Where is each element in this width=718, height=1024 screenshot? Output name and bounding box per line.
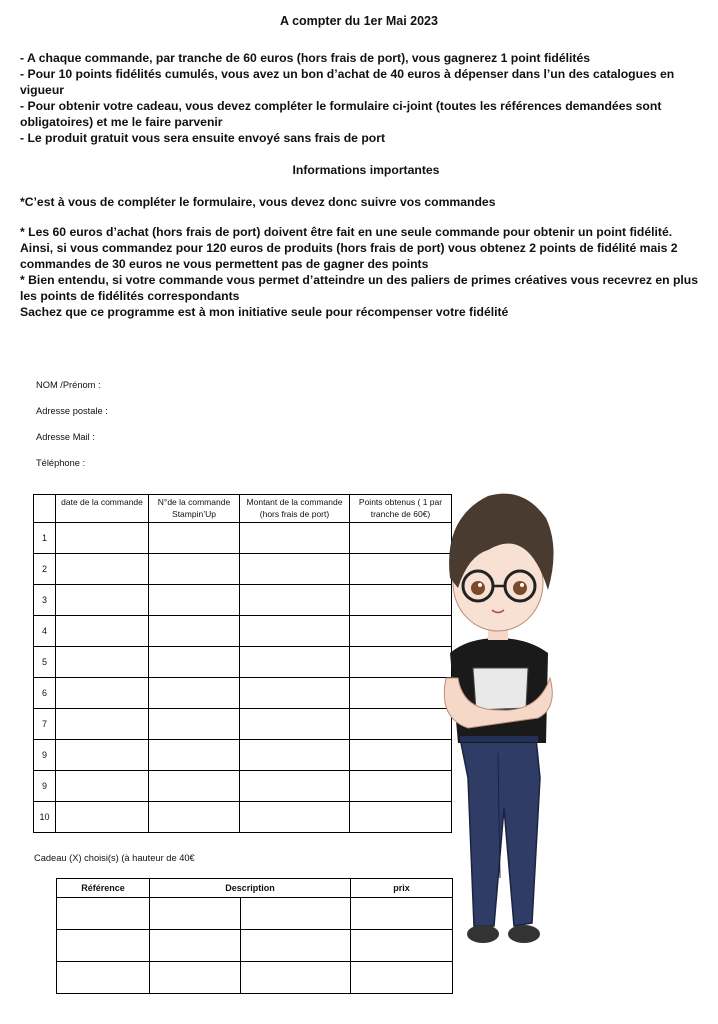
table-row — [34, 678, 452, 709]
row-number: 9 — [34, 740, 56, 771]
cell[interactable] — [149, 523, 240, 554]
cell[interactable] — [56, 585, 149, 616]
character-illustration — [428, 478, 568, 958]
intro-list — [20, 50, 700, 146]
gifts-table — [56, 878, 453, 994]
intro-item: - Pour 10 points fidélités cumulés, vous avez un bon d’achat de 40 euros à dépenser dans l’un des catalogues en vigueur — [20, 67, 675, 97]
cell[interactable] — [240, 647, 350, 678]
name-field-label: NOM /Prénom : — [36, 380, 101, 390]
address-field-label: Adresse postale : — [36, 406, 108, 416]
intro-item: - Le produit gratuit vous sera ensuite envoyé sans frais de port — [20, 131, 386, 145]
orders-table — [33, 494, 452, 833]
cell[interactable] — [57, 962, 150, 994]
phone-field-label: Téléphone : — [36, 458, 86, 468]
header-cell: N°de la commande Stampin’Up — [149, 495, 240, 523]
email-field-label: Adresse Mail : — [36, 432, 95, 442]
cell[interactable] — [351, 962, 453, 994]
cell[interactable] — [150, 930, 241, 962]
table-header-row — [34, 495, 452, 523]
cell[interactable] — [149, 585, 240, 616]
cell[interactable] — [56, 678, 149, 709]
cell[interactable] — [240, 740, 350, 771]
cell[interactable] — [149, 554, 240, 585]
cell[interactable] — [240, 585, 350, 616]
cell[interactable] — [149, 771, 240, 802]
table-header-row — [57, 879, 453, 898]
table-row — [34, 802, 452, 833]
cell[interactable] — [149, 616, 240, 647]
header-cell: Points obtenus ( 1 par tranche de 60€) — [350, 495, 452, 523]
table-row — [34, 585, 452, 616]
cell[interactable] — [240, 523, 350, 554]
row-number: 9 — [34, 771, 56, 802]
info-heading: Informations importantes — [292, 163, 440, 177]
cell[interactable] — [56, 616, 149, 647]
table-row — [34, 709, 452, 740]
note: Sachez que ce programme est à mon initiative seule pour récompenser votre fidélité — [20, 305, 509, 319]
cell[interactable] — [240, 678, 350, 709]
note: * Les 60 euros d’achat (hors frais de port) doivent être fait en une seule commande pour obtenir un point fidélité. Ainsi, si vous commandez pour 120 euros de produits (hors frais de port) vous obtenez 2 points de fidélité mais 2 commandes de 30 euros ne vous permettent pas de gagner des points — [20, 225, 678, 271]
header-cell: Description — [150, 879, 351, 898]
cell[interactable] — [240, 802, 350, 833]
intro-item: - A chaque commande, par tranche de 60 euros (hors frais de port), vous gagnerez 1 point fidélités — [20, 51, 591, 65]
table-row — [57, 962, 453, 994]
table-row — [57, 898, 453, 930]
table-row — [34, 554, 452, 585]
cell[interactable] — [56, 647, 149, 678]
cell[interactable] — [57, 898, 150, 930]
row-number: 5 — [34, 647, 56, 678]
cell[interactable] — [149, 709, 240, 740]
cell[interactable] — [241, 898, 351, 930]
table-row — [34, 616, 452, 647]
cell[interactable] — [56, 554, 149, 585]
note: *C’est à vous de compléter le formulaire, vous devez donc suivre vos commandes — [20, 195, 496, 209]
notes-section — [20, 194, 706, 320]
row-number: 2 — [34, 554, 56, 585]
cell[interactable] — [57, 930, 150, 962]
header-cell — [34, 495, 56, 523]
cell[interactable] — [149, 678, 240, 709]
cell[interactable] — [56, 740, 149, 771]
cell[interactable] — [149, 740, 240, 771]
row-number: 7 — [34, 709, 56, 740]
intro-item: - Pour obtenir votre cadeau, vous devez compléter le formulaire ci-joint (toutes les références demandées sont obligatoires) et me le faire parvenir — [20, 99, 662, 129]
header-cell: Référence — [57, 879, 150, 898]
gift-section-label: Cadeau (X) choisi(s) (à hauteur de 40€ — [34, 853, 195, 863]
cell[interactable] — [241, 962, 351, 994]
cell[interactable] — [240, 554, 350, 585]
cell[interactable] — [240, 616, 350, 647]
cell[interactable] — [149, 802, 240, 833]
note: * Bien entendu, si votre commande vous permet d’atteindre un des paliers de primes créatives vous recevrez en plus les points de fidélités correspondants — [20, 273, 698, 303]
row-number: 4 — [34, 616, 56, 647]
cell[interactable] — [149, 647, 240, 678]
table-row — [34, 771, 452, 802]
table-row — [34, 523, 452, 554]
header-cell: date de la commande — [56, 495, 149, 523]
cell[interactable] — [241, 930, 351, 962]
header-cell: prix — [351, 879, 453, 898]
row-number: 1 — [34, 523, 56, 554]
header-cell: Montant de la commande (hors frais de port) — [240, 495, 350, 523]
table-row — [34, 740, 452, 771]
row-number: 6 — [34, 678, 56, 709]
cell[interactable] — [56, 709, 149, 740]
page-title: A compter du 1er Mai 2023 — [280, 14, 438, 28]
row-number: 3 — [34, 585, 56, 616]
cell[interactable] — [240, 771, 350, 802]
cell[interactable] — [56, 523, 149, 554]
cell[interactable] — [56, 771, 149, 802]
cell[interactable] — [56, 802, 149, 833]
row-number: 10 — [34, 802, 56, 833]
cell[interactable] — [240, 709, 350, 740]
table-row — [34, 647, 452, 678]
cell[interactable] — [150, 962, 241, 994]
table-row — [57, 930, 453, 962]
cell[interactable] — [150, 898, 241, 930]
